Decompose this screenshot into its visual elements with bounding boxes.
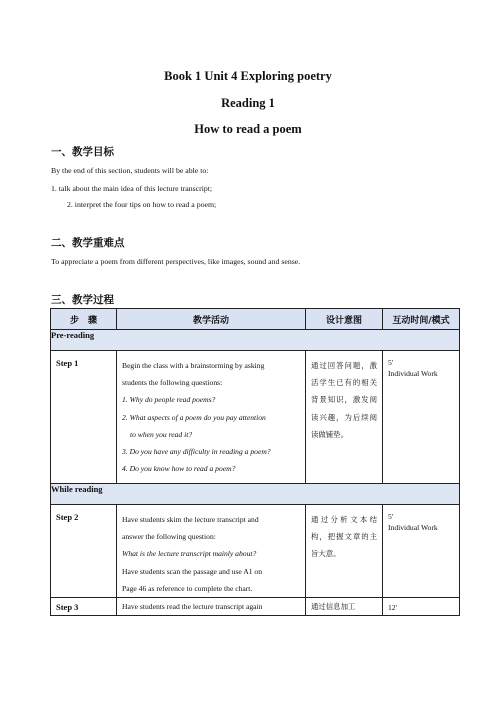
objective-item: 2. interpret the four tips on how to read a poem; xyxy=(67,200,217,209)
activity-line: Have students scan the passage and use A1 on xyxy=(122,566,263,576)
work-mode: Individual Work xyxy=(388,523,438,532)
activity-question: 3. Do you have any difficulty in reading a poem? xyxy=(122,447,271,457)
process-heading: 三、教学过程 xyxy=(51,294,114,306)
objective-item: 1. talk about the main idea of this lecture transcript; xyxy=(51,184,213,193)
table-row xyxy=(51,351,460,484)
doc-title: Book 1 Unit 4 Exploring poetry xyxy=(164,69,332,83)
activity-question: What is the lecture transcript mainly about? xyxy=(122,549,257,559)
design-cell: 通过回答问题，激活学生已有的相关背景知识，激发阅读兴趣，为后续阅读做铺垫。 xyxy=(306,351,383,484)
phase-row xyxy=(51,330,460,351)
time-cell xyxy=(383,598,460,616)
column-header: 互动时间/模式 xyxy=(383,309,460,330)
column-header: 教学活动 xyxy=(117,309,306,330)
activity-line: Begin the class with a brainstorming by asking xyxy=(122,361,265,370)
activity-line: answer the following question: xyxy=(122,532,216,542)
step-label: Step 1 xyxy=(51,351,117,484)
table-header-row xyxy=(51,309,460,330)
activity-cell xyxy=(117,505,306,598)
activity-line: Have students skim the lecture transcript and xyxy=(122,515,259,524)
activity-question: 1. Why do people read poems? xyxy=(122,395,216,405)
activity-question: 2. What aspects of a poem do you pay attention xyxy=(122,412,266,422)
column-header: 步 骤 xyxy=(51,309,117,330)
time-value: 12' xyxy=(388,603,397,613)
time-cell xyxy=(383,505,460,598)
key-points-heading: 二、教学重难点 xyxy=(51,237,125,249)
time-value: 5' xyxy=(388,512,394,521)
step-label: Step 2 xyxy=(51,505,117,598)
activity-cell xyxy=(117,351,306,484)
phase-label: While reading xyxy=(51,484,460,505)
objectives-intro: By the end of this section, students will be able to: xyxy=(51,166,209,175)
doc-subtitle: Reading 1 xyxy=(221,96,275,110)
activity-line: students the following questions: xyxy=(122,378,223,388)
objectives-heading: 一、教学目标 xyxy=(51,146,114,158)
activity-question: to when you read it? xyxy=(130,429,193,439)
activity-question: 4. Do you know how to read a poem? xyxy=(122,464,236,474)
design-cell: 通过分析文本结构，把握文章的主旨大意。 xyxy=(306,505,383,598)
time-cell xyxy=(383,351,460,484)
time-value: 5' xyxy=(388,358,394,367)
activity-line: Have students read the lecture transcript again xyxy=(122,602,263,612)
lesson-title: How to read a poem xyxy=(194,122,302,136)
phase-row xyxy=(51,484,460,505)
phase-label: Pre-reading xyxy=(51,330,460,351)
activity-line: Page 46 as reference to complete the chart. xyxy=(122,583,253,593)
process-table xyxy=(50,308,460,616)
work-mode: Individual Work xyxy=(388,369,438,378)
design-cell: 通过信息加工 xyxy=(306,598,383,616)
column-header: 设计意图 xyxy=(306,309,383,330)
activity-cell xyxy=(117,598,306,616)
table-row xyxy=(51,505,460,598)
key-points-text: To appreciate a poem from different perspectives, like images, sound and sense. xyxy=(51,257,301,266)
table-row xyxy=(51,598,460,616)
step-label: Step 3 xyxy=(51,598,117,616)
